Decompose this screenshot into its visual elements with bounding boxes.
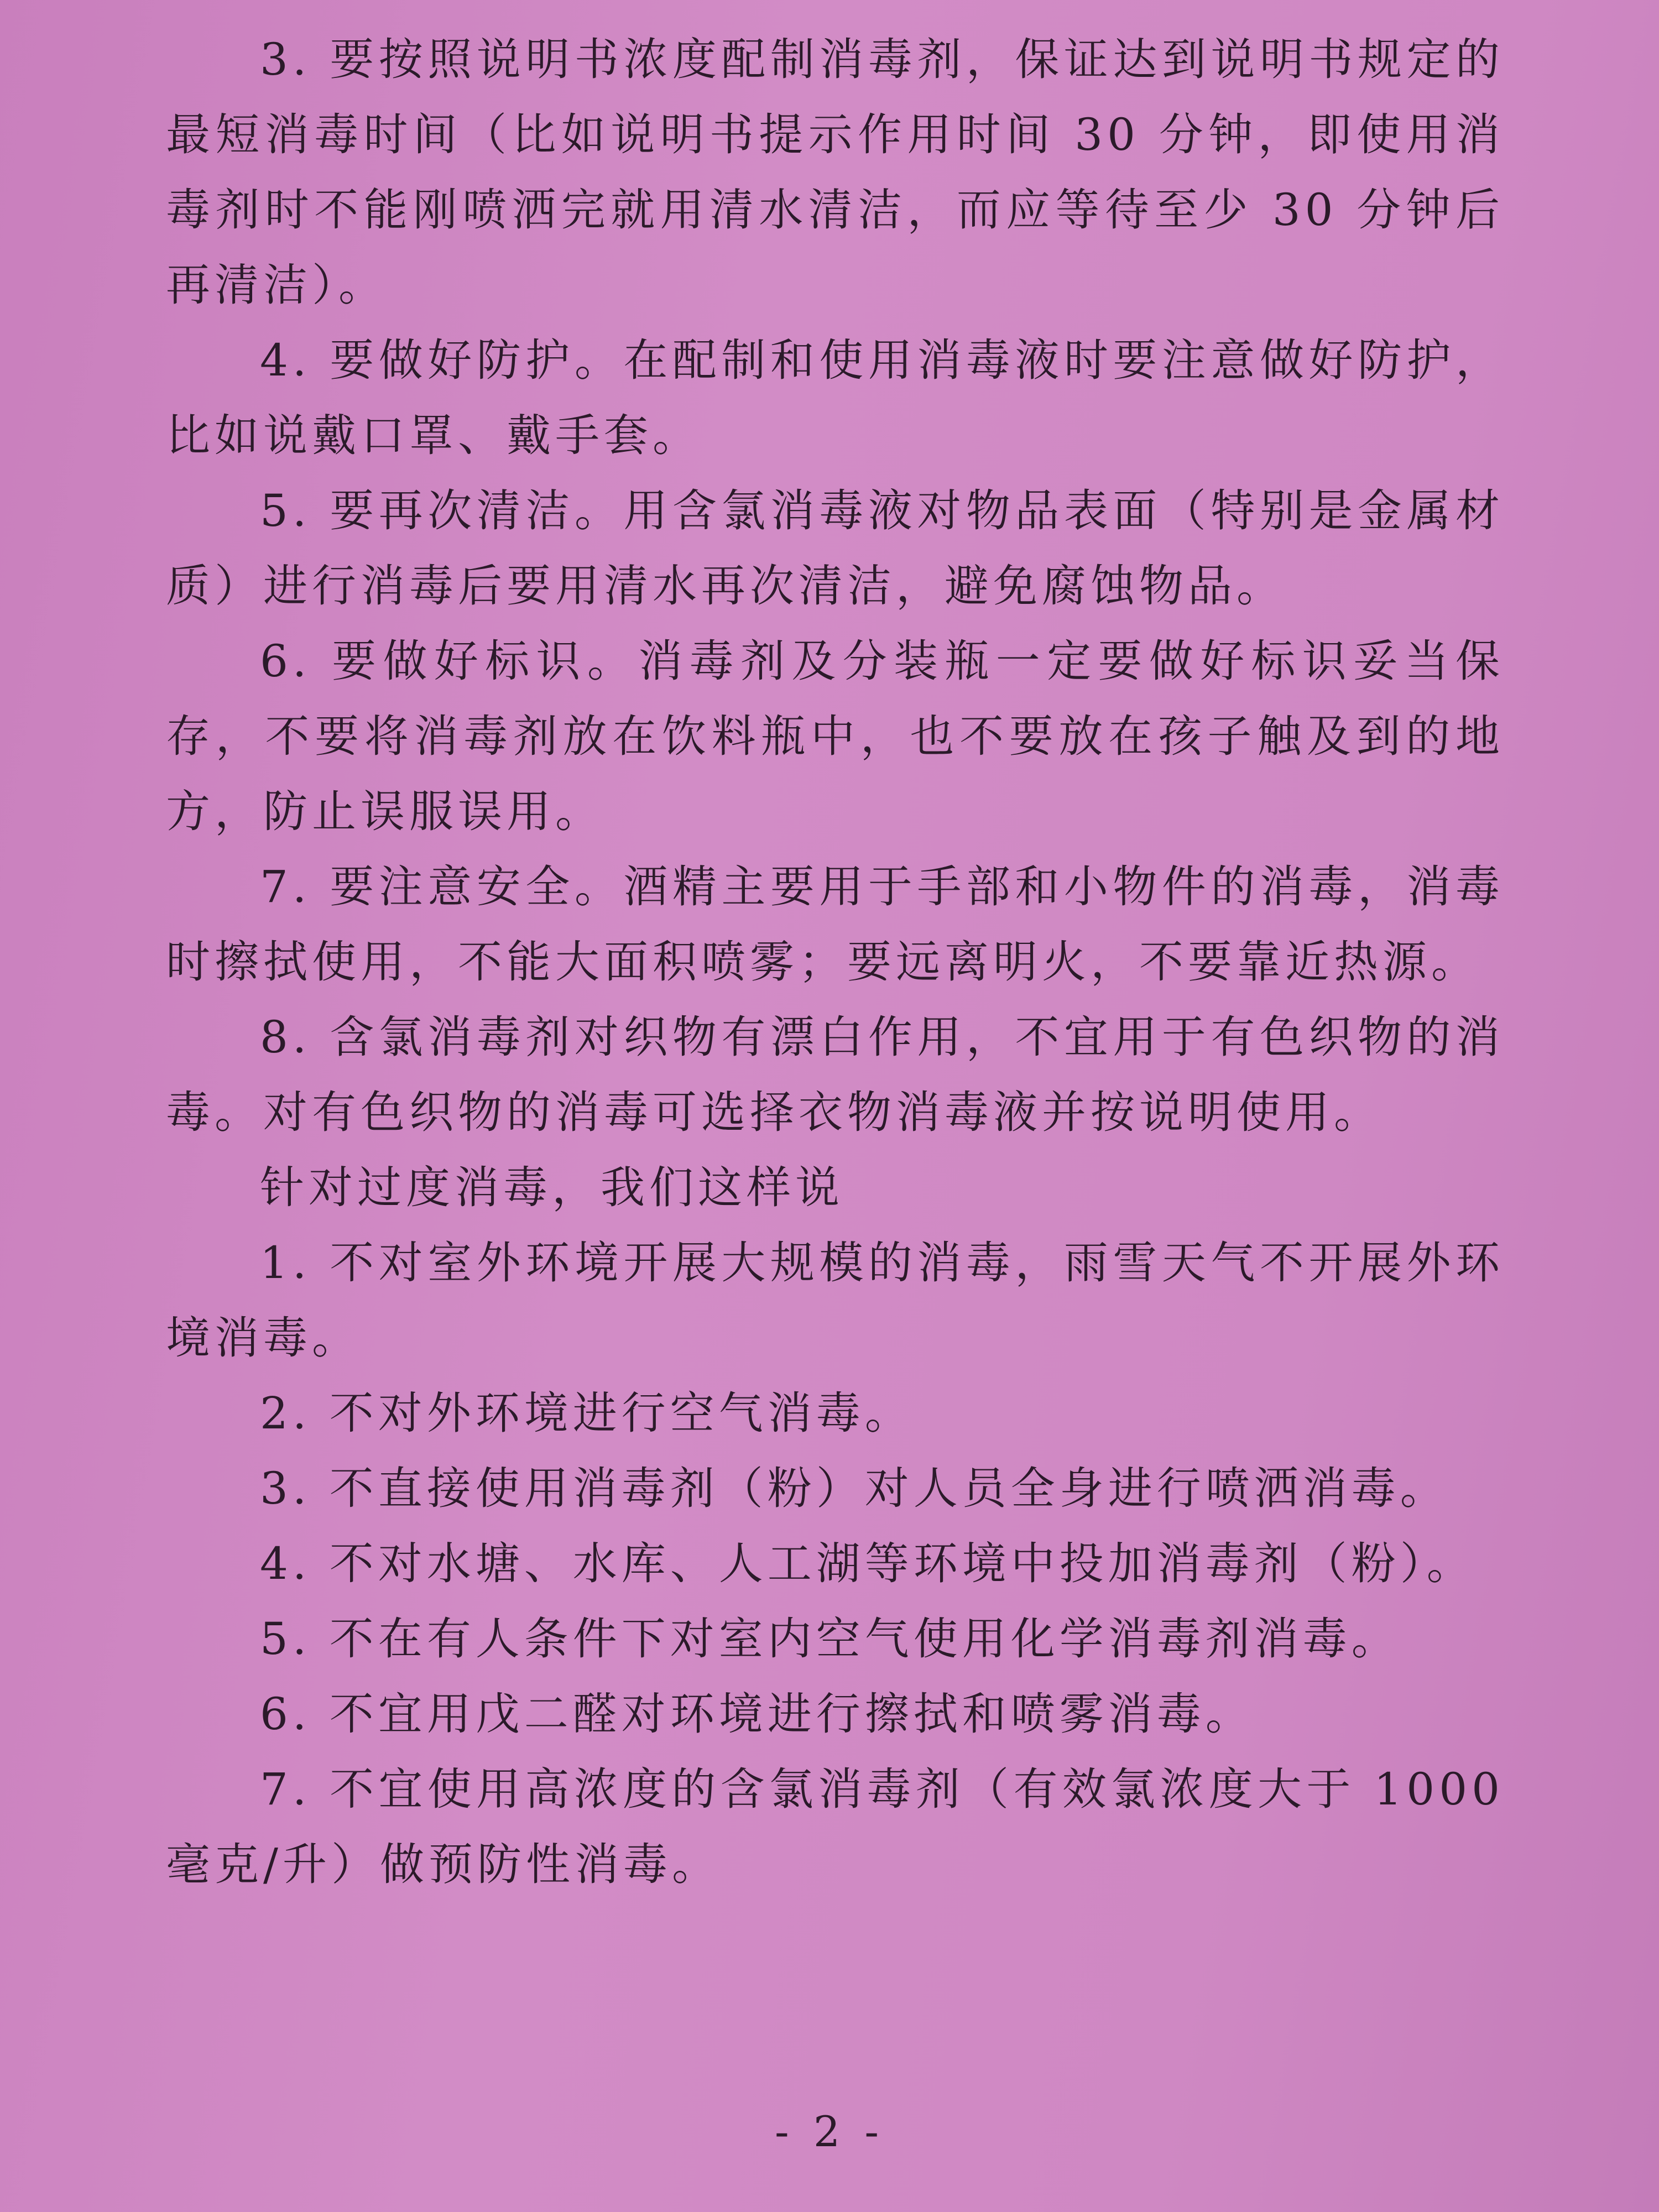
paragraph-item-5: 5. 要再次清洁。用含氯消毒液对物品表面（特别是金属材质）进行消毒后要用清水再次清洁，避免腐蚀物品。: [166, 485, 1504, 612]
list-item-6: 6. 不宜用戊二醛对环境进行擦拭和喷雾消毒。: [260, 1688, 1254, 1740]
list-item-5: 5. 不在有人条件下对室内空气使用化学消毒剂消毒。: [260, 1613, 1400, 1665]
list-item-2: 2. 不对外环境进行空气消毒。: [260, 1387, 914, 1439]
paragraph-item-4: 4. 要做好防护。在配制和使用消毒液时要注意做好防护，比如说戴口罩、戴手套。: [166, 335, 1504, 461]
list-item-1: 1. 不对室外环境开展大规模的消毒，雨雪天气不开展外环境消毒。: [166, 1237, 1504, 1364]
list-item-3: 3. 不直接使用消毒剂（粉）对人员全身进行喷洒消毒。: [260, 1463, 1449, 1514]
list-item-7: 7. 不宜使用高浓度的含氯消毒剂（有效氯浓度大于 1000 毫克/升）做预防性消毒。: [166, 1764, 1504, 1890]
list-item-4: 4. 不对水塘、水库、人工湖等环境中投加消毒剂（粉）。: [260, 1538, 1475, 1589]
paragraph-item-6: 6. 要做好标识。消毒剂及分装瓶一定要做好标识妥当保存，不要将消毒剂放在饮料瓶中，也不要放在孩子触及到的地方，防止误服误用。: [166, 635, 1504, 837]
paragraph-item-3: 3. 要按照说明书浓度配制消毒剂，保证达到说明书规定的最短消毒时间（比如说明书提示作用时间 30 分钟，即使用消毒剂时不能刚喷洒完就用清水清洁，而应等待至少 30 分钟后再清洁）。: [166, 34, 1504, 311]
paragraph-item-8: 8. 含氯消毒剂对织物有漂白作用，不宜用于有色织物的消毒。对有色织物的消毒可选择衣物消毒液并按说明使用。: [166, 1011, 1504, 1138]
paragraph-item-7: 7. 要注意安全。酒精主要用于手部和小物件的消毒，消毒时擦拭使用，不能大面积喷雾；要远离明火，不要靠近热源。: [166, 861, 1504, 988]
page-number: - 2 -: [774, 2107, 885, 2156]
section-heading: 针对过度消毒，我们这样说: [260, 1162, 844, 1213]
body-text: [166, 22, 1504, 1902]
